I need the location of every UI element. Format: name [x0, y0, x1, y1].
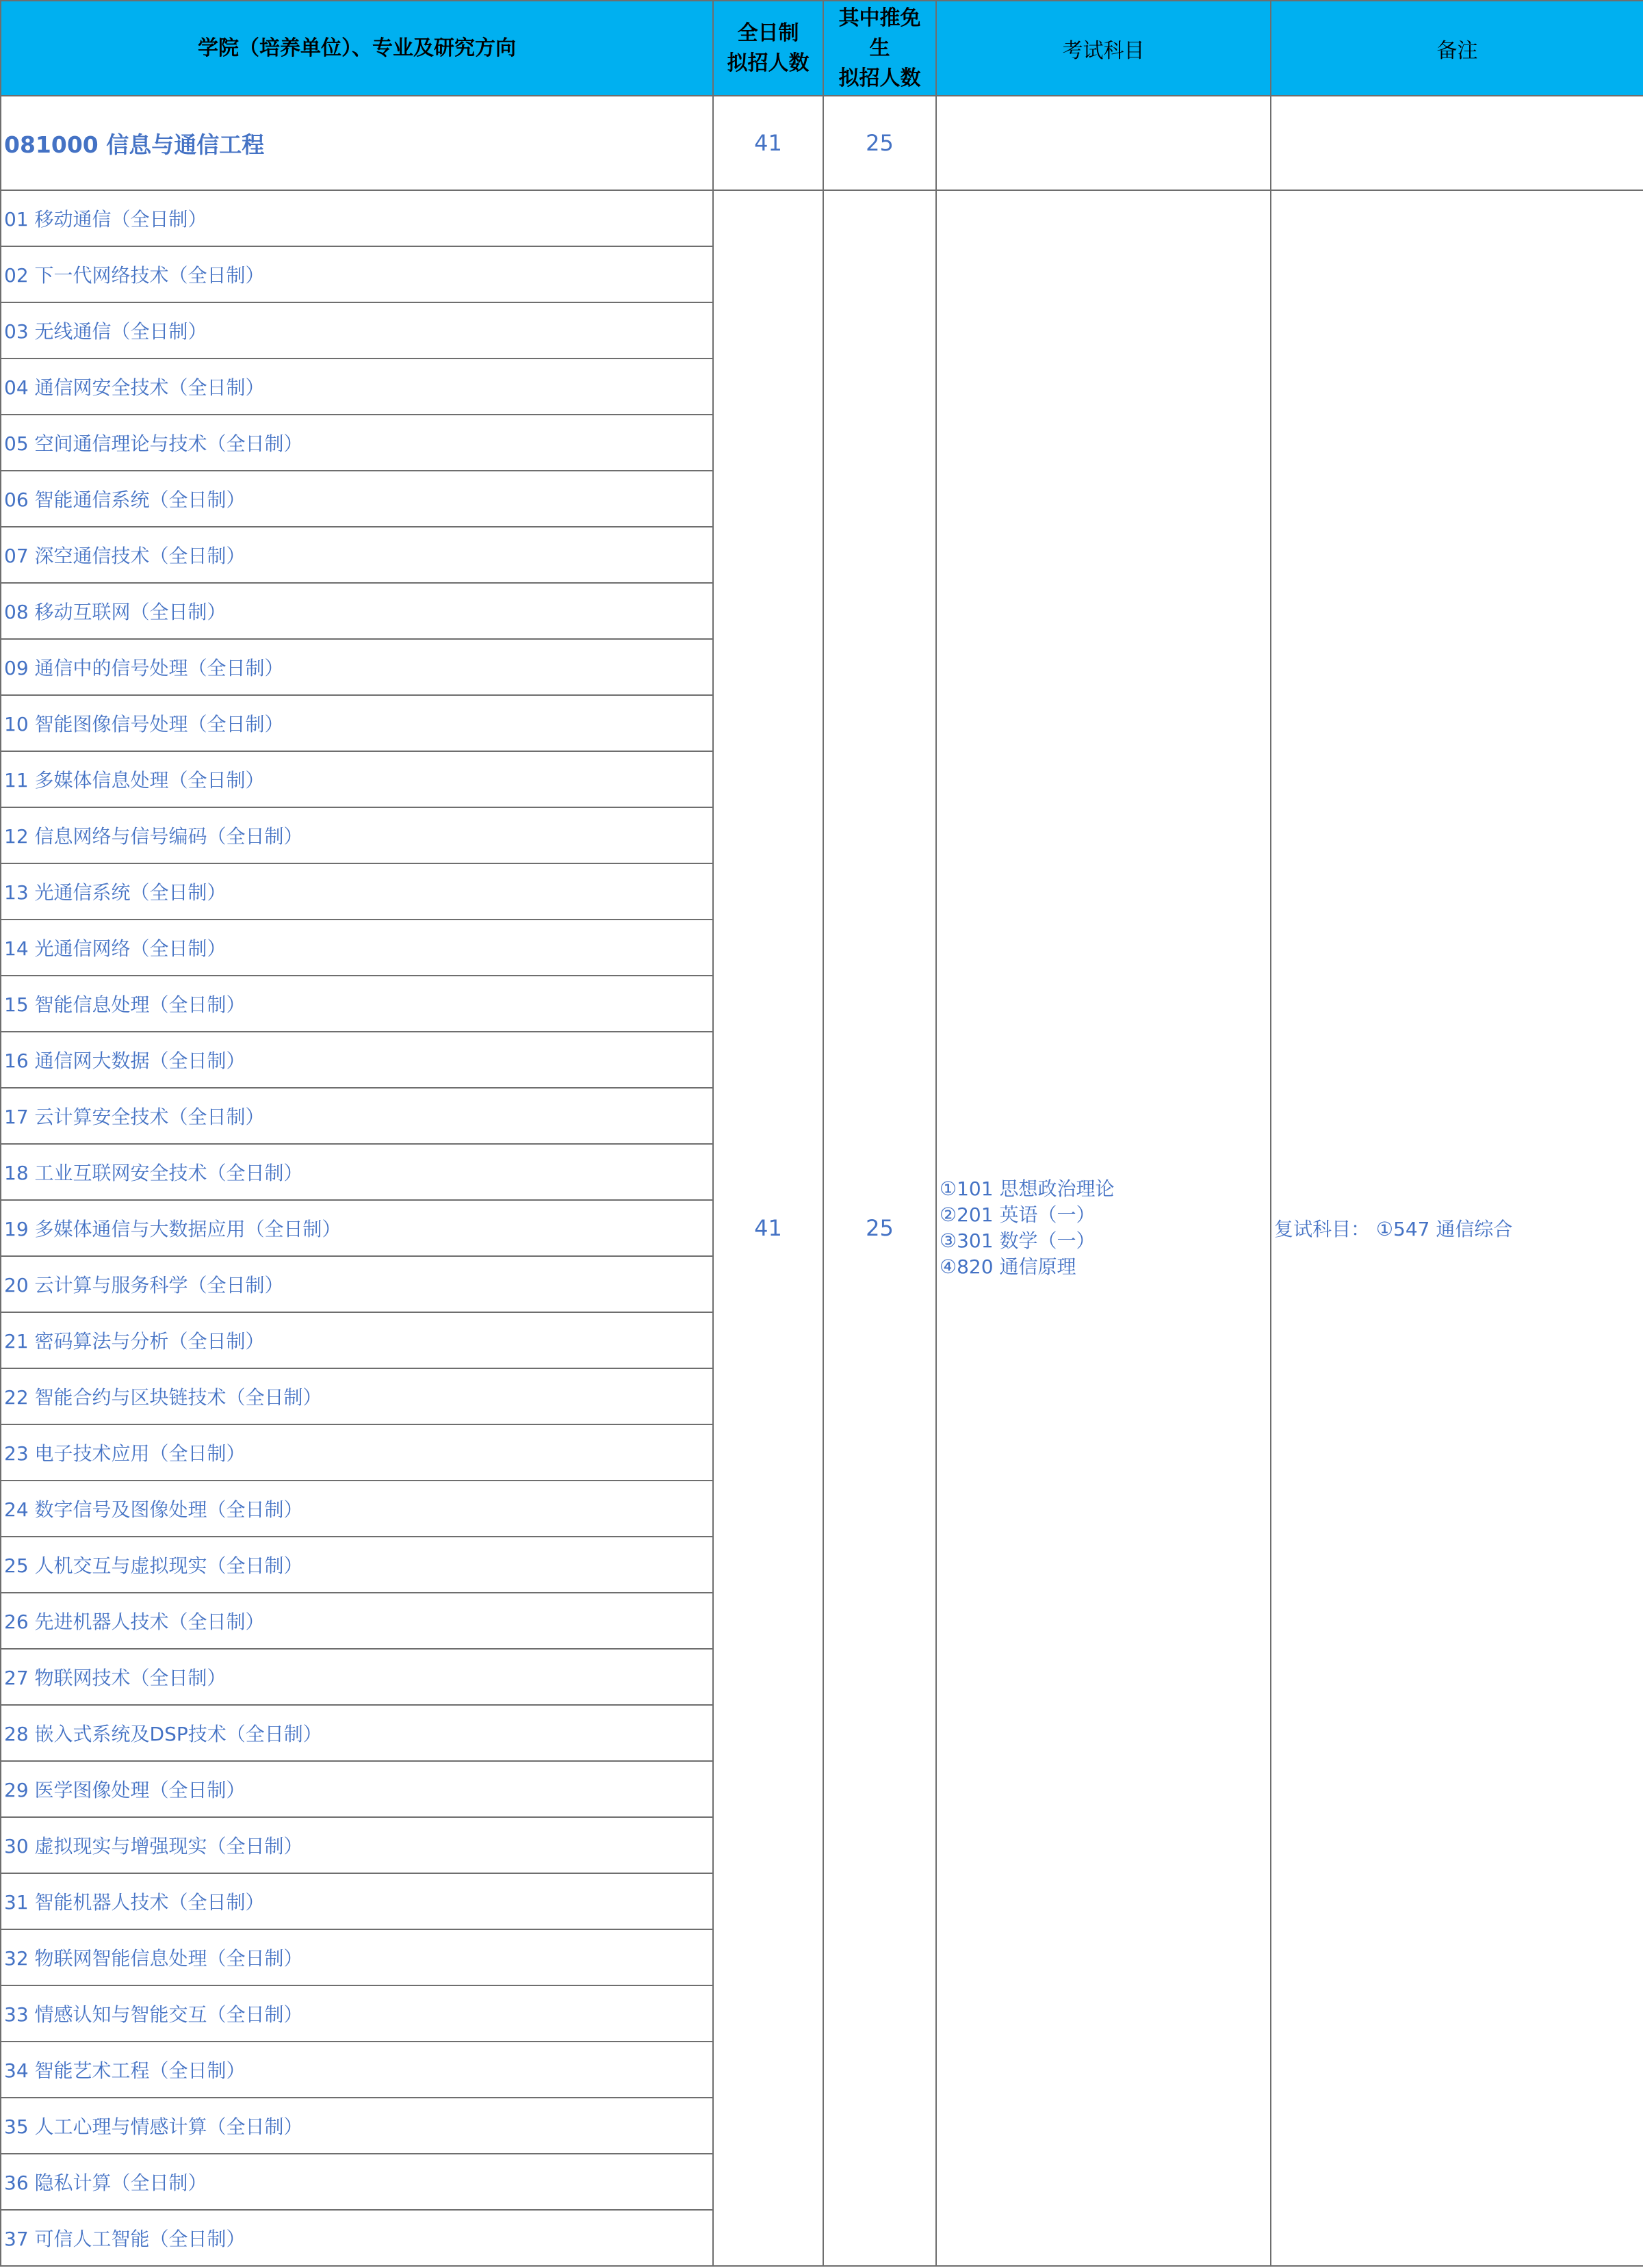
direction-name: 16 通信网大数据（全日制）: [1, 1032, 713, 1088]
direction-name: 12 信息网络与信号编码（全日制）: [1, 807, 713, 863]
exam-subject: ④820 通信原理: [940, 1255, 1076, 1278]
directions-exempt-quota: 25: [823, 190, 936, 2266]
major-name: 081000 信息与通信工程: [1, 96, 713, 190]
exam-subject: ②201 英语（一）: [940, 1203, 1096, 1226]
direction-name: 35 人工心理与情感计算（全日制）: [1, 2098, 713, 2154]
direction-name: 04 通信网安全技术（全日制）: [1, 359, 713, 415]
direction-name: 09 通信中的信号处理（全日制）: [1, 639, 713, 695]
direction-name: 28 嵌入式系统及DSP技术（全日制）: [1, 1705, 713, 1761]
remark-cell: 复试科目： ①547 通信综合: [1271, 190, 1643, 2266]
exam-subjects-cell: [936, 190, 1271, 2266]
direction-name: 34 智能艺术工程（全日制）: [1, 2042, 713, 2098]
direction-name: 29 医学图像处理（全日制）: [1, 1761, 713, 1817]
direction-name: 19 多媒体通信与大数据应用（全日制）: [1, 1200, 713, 1256]
major-row: [1, 96, 1643, 190]
direction-name: 14 光通信网络（全日制）: [1, 920, 713, 976]
direction-name: 13 光通信系统（全日制）: [1, 863, 713, 920]
direction-name: 18 工业互联网安全技术（全日制）: [1, 1144, 713, 1200]
exam-subject: ①101 思想政治理论: [940, 1177, 1115, 1200]
direction-name: 32 物联网智能信息处理（全日制）: [1, 1929, 713, 1985]
directions-fulltime-quota: 41: [713, 190, 823, 2266]
direction-name: 33 情感认知与智能交互（全日制）: [1, 1985, 713, 2042]
direction-name: 36 隐私计算（全日制）: [1, 2154, 713, 2210]
direction-name: 23 电子技术应用（全日制）: [1, 1424, 713, 1481]
direction-name: 15 智能信息处理（全日制）: [1, 976, 713, 1032]
direction-name: 07 深空通信技术（全日制）: [1, 527, 713, 583]
direction-name: 01 移动通信（全日制）: [1, 190, 713, 246]
header-remark: 备注: [1271, 1, 1643, 96]
direction-name: 26 先进机器人技术（全日制）: [1, 1593, 713, 1649]
header-exempt-quota: 其中推免 生 拟招人数: [823, 1, 936, 96]
direction-name: 21 密码算法与分析（全日制）: [1, 1312, 713, 1368]
direction-name: 27 物联网技术（全日制）: [1, 1649, 713, 1705]
header-fulltime-quota: 全日制 拟招人数: [713, 1, 823, 96]
direction-name: 10 智能图像信号处理（全日制）: [1, 695, 713, 751]
direction-name: 11 多媒体信息处理（全日制）: [1, 751, 713, 807]
direction-name: 31 智能机器人技术（全日制）: [1, 1873, 713, 1929]
direction-name: 22 智能合约与区块链技术（全日制）: [1, 1368, 713, 1424]
direction-name: 08 移动互联网（全日制）: [1, 583, 713, 639]
direction-name: 17 云计算安全技术（全日制）: [1, 1088, 713, 1144]
major-fulltime-quota: 41: [713, 96, 823, 190]
direction-name: 25 人机交互与虚拟现实（全日制）: [1, 1537, 713, 1593]
direction-name: 30 虚拟现实与增强现实（全日制）: [1, 1817, 713, 1873]
direction-row: [1, 190, 1643, 246]
major-exam-cell: [936, 96, 1271, 190]
exam-subject: ③301 数学（一）: [940, 1229, 1096, 1252]
major-remark-cell: [1271, 96, 1643, 190]
header-row: [1, 1, 1643, 96]
direction-name: 06 智能通信系统（全日制）: [1, 471, 713, 527]
direction-name: 05 空间通信理论与技术（全日制）: [1, 415, 713, 471]
direction-name: 02 下一代网络技术（全日制）: [1, 246, 713, 302]
direction-name: 20 云计算与服务科学（全日制）: [1, 1256, 713, 1312]
header-exam-subjects: 考试科目: [936, 1, 1271, 96]
direction-name: 24 数字信号及图像处理（全日制）: [1, 1481, 713, 1537]
direction-name: 37 可信人工智能（全日制）: [1, 2210, 713, 2266]
header-major: 学院（培养单位）、专业及研究方向: [1, 1, 713, 96]
direction-name: 03 无线通信（全日制）: [1, 302, 713, 359]
major-exempt-quota: 25: [823, 96, 936, 190]
